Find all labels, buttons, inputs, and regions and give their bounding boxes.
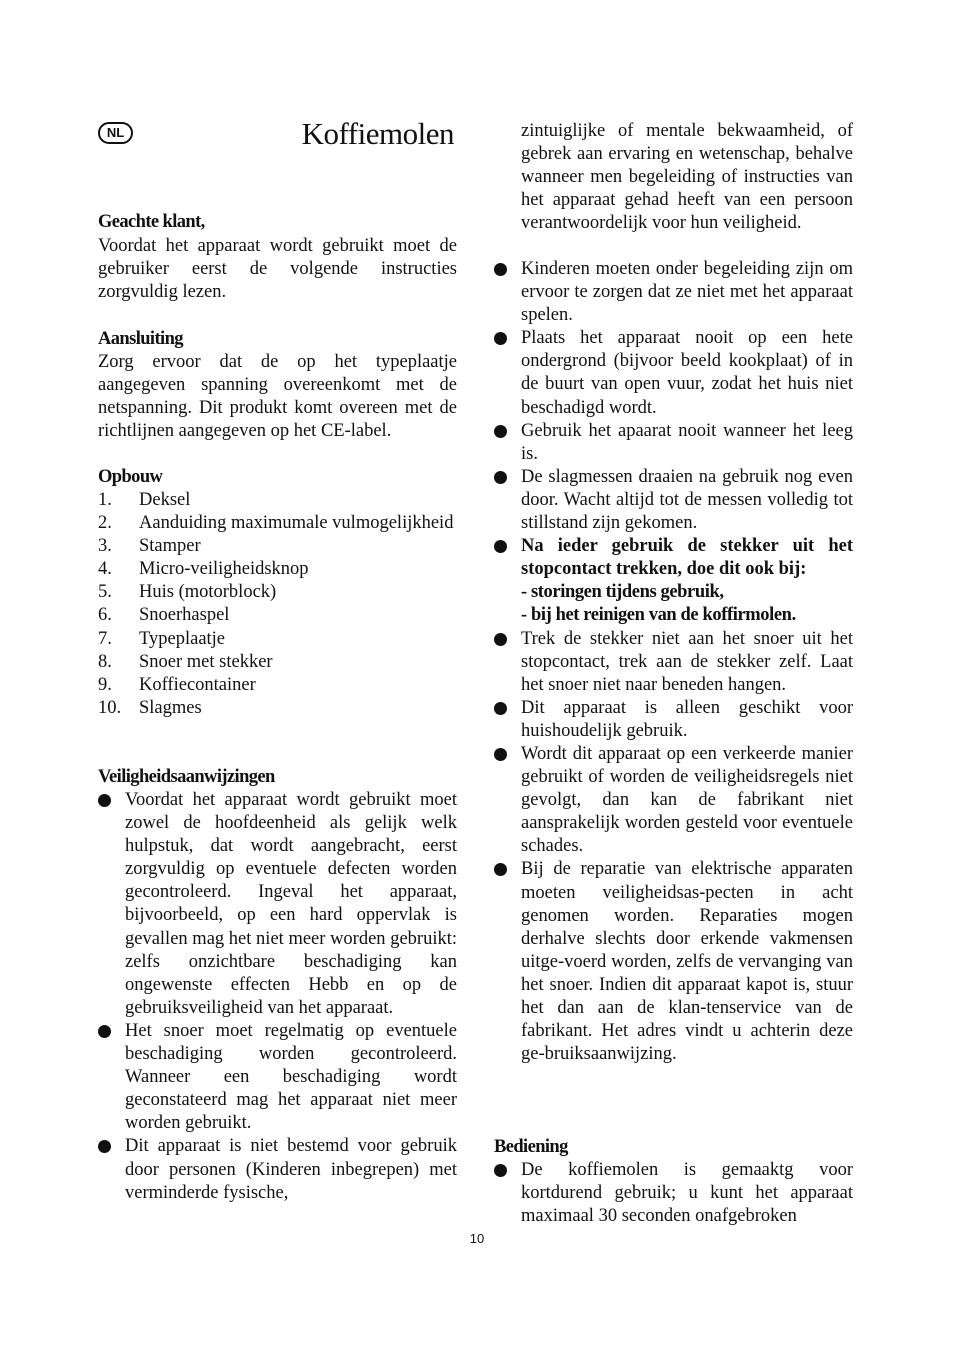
- intro-paragraph: Voordat het apparaat wordt gebruikt moet de gebruiker eerst de volgende instructies zorgvuldig lezen.: [98, 236, 457, 303]
- item-number: 7.: [98, 628, 112, 649]
- intro-text: [98, 235, 457, 304]
- item-text: Aanduiding maximumale vulmogelijkheid: [139, 513, 454, 534]
- item-text: Micro-veiligheidsknop: [139, 559, 309, 580]
- operation-item: [494, 1159, 853, 1228]
- safety-continuation: [521, 120, 853, 235]
- safety-item-text: Trek de stekker niet aan het snoer uit het stopcontact, trek aan de stekker zelf. Laat het snoer niet naar beneden hangen.: [521, 628, 853, 695]
- item-text: Stamper: [139, 536, 201, 557]
- safety-item-text: Wordt dit apparaat op een verkeerde manier gebruikt of worden de veiligheidsregels niet gevolgt, dan kan de fabrikant niet aansprakelijk worden gesteld voor eventuele schades.: [521, 743, 853, 857]
- opbouw-heading: Opbouw: [98, 467, 163, 487]
- safety-item: [494, 697, 853, 743]
- safety-item-text: Dit apparaat is niet bestemd voor gebruik door personen (Kinderen inbegrepen) met verminderde fysische,: [125, 1136, 457, 1203]
- aansluiting-paragraph: Zorg ervoor dat de op het typeplaatje aangegeven spanning overeenkomt met de netspanning. Dit produkt komt overeen met de richtlijnen aangegeven op het CE-label.: [98, 352, 457, 442]
- item-text: Deksel: [139, 490, 191, 510]
- item-number: 5.: [98, 582, 112, 603]
- bediening-heading: Bediening: [494, 1137, 568, 1157]
- safety-item-text: De slagmessen draaien na gebruik nog even door. Wacht altijd tot de messen volledig tot stillstand zijn gekomen.: [521, 466, 853, 534]
- safety-list-right: [494, 258, 853, 1066]
- safety-item-text: Gebruik het apaarat nooit wanneer het leeg is.: [521, 420, 853, 464]
- safety-item-text: Dit apparaat is alleen geschikt voor huishoudelijk gebruik.: [521, 697, 853, 741]
- safety-item: [98, 1020, 457, 1135]
- unplug-sub-item: - storingen tijdens gebruik,: [521, 582, 724, 603]
- safety-item: [98, 789, 457, 1020]
- aansluiting-heading: Aansluiting: [98, 329, 183, 349]
- item-number: 6.: [98, 605, 112, 626]
- parts-list-item: [98, 628, 457, 651]
- parts-list-item: [98, 581, 457, 604]
- bullet-icon: [494, 540, 507, 553]
- veiligheid-heading: Veiligheidsaanwijzingen: [98, 767, 275, 787]
- safety-item: [494, 420, 853, 466]
- safety-item: [494, 743, 853, 858]
- safety-item-text: Kinderen moeten onder begeleiding zijn om ervoor te zorgen dat ze niet met het apparaat spelen.: [521, 259, 853, 326]
- item-number: 2.: [98, 513, 112, 534]
- unplug-lead-text: Na ieder gebruik de stekker uit het stopcontact trekken, doe dit ook bij:: [521, 536, 853, 580]
- unplug-sub-item: - bij het reinigen van de koffirmolen.: [521, 605, 796, 626]
- bullet-icon: [494, 425, 507, 438]
- safety-list-left: [98, 789, 457, 1205]
- safety-item: [98, 1135, 457, 1204]
- parts-list-item: [98, 674, 457, 697]
- item-number: 3.: [98, 536, 112, 557]
- item-text: Typeplaatje: [139, 628, 226, 649]
- aansluiting-text: [98, 351, 457, 443]
- bullet-icon: [98, 1025, 111, 1038]
- page-title: Koffiemolen: [301, 116, 454, 151]
- item-text: Huis (motorblock): [139, 582, 277, 603]
- item-number: 1.: [98, 490, 112, 510]
- bullet-icon: [98, 794, 111, 807]
- bullet-icon: [494, 263, 507, 276]
- operation-item-text: De koffiemolen is gemaaktg voor kortdurend gebruik; u kunt het apparaat maximaal 30 seconden onafgebroken: [521, 1160, 853, 1227]
- safety-item: [494, 258, 853, 327]
- safety-item-text: Bij de reparatie van elektrische apparaten moeten veiligheidsas-pecten in acht genomen worden. Reparaties mogen derhalve slechts door erkende vakmensen uitge-voerd worden, zelfs de vervanging van het snoer. Indien dit apparaat kapot is, stuur het dan aan de klan-tenservice van de fabrikant. Het adres vindt u achterin deze ge-bruiksaanwijzing.: [521, 859, 853, 1065]
- bullet-icon: [98, 1140, 111, 1153]
- parts-list-item: [98, 697, 457, 720]
- bullet-icon: [494, 332, 507, 345]
- item-text: Snoerhaspel: [139, 605, 230, 626]
- item-number: 8.: [98, 651, 112, 672]
- bullet-icon: [494, 633, 507, 646]
- intro-heading: Geachte klant,: [98, 212, 205, 232]
- item-text: Snoer met stekker: [139, 651, 273, 672]
- continuation-text: zintuiglijke of mentale bekwaamheid, of gebrek aan ervaring en wetenschap, behalve wanneer men begeleiding of instructies van het apparaat gehad heeft van een persoon verantwoordelijk voor hun veiligheid.: [521, 121, 853, 234]
- safety-item: [494, 628, 853, 697]
- item-number: 9.: [98, 674, 112, 695]
- bullet-icon: [494, 748, 507, 761]
- item-text: Koffiecontainer: [139, 674, 256, 695]
- safety-item-text: Plaats het apparaat nooit op een hete ondergrond (bijvoor beeld kookplaat) of in de buurt van open vuur, zodat het huis niet beschadigd wordt.: [521, 328, 853, 418]
- bullet-icon: [494, 1164, 507, 1177]
- safety-item-text: Het snoer moet regelmatig op eventuele beschadiging worden gecontroleerd. Wanneer een beschadiging wordt geconstateerd mag het apparaat niet meer worden gebruikt.: [125, 1020, 457, 1134]
- parts-list-item: [98, 604, 457, 627]
- item-text: Slagmes: [139, 697, 202, 718]
- bullet-icon: [494, 863, 507, 876]
- bullet-icon: [494, 702, 507, 715]
- page-number: 10: [469, 1231, 485, 1246]
- parts-list-item: [98, 558, 457, 581]
- parts-list-item: [98, 651, 457, 674]
- safety-item: [494, 466, 853, 535]
- language-badge: NL: [98, 122, 133, 144]
- safety-item-text: Voordat het apparaat wordt gebruikt moet zowel de hoofdeenheid als gelijk welk hulpstuk, dat wordt aangebracht, eerst zorgvuldig op eventuele defecten worden gecontroleerd. Ingeval het apparaat, bijvoorbeeld, op een hard oppervlak is gevallen mag het niet meer worden gebruikt: zelfs onzichtbare beschadiging kan ongewenste effecten Hebb en op de gebruiksveiligheid van het apparaat.: [125, 790, 457, 1018]
- item-number: 4.: [98, 559, 112, 580]
- bullet-icon: [494, 471, 507, 484]
- parts-list-item: [98, 535, 457, 558]
- safety-item: [494, 858, 853, 1066]
- unplug-item: [494, 535, 853, 627]
- parts-list: [98, 489, 457, 720]
- parts-list-item: [98, 489, 457, 512]
- parts-list-item: [98, 512, 457, 535]
- item-number: 10.: [98, 697, 122, 718]
- safety-item: [494, 327, 853, 419]
- operation-list: [494, 1159, 853, 1228]
